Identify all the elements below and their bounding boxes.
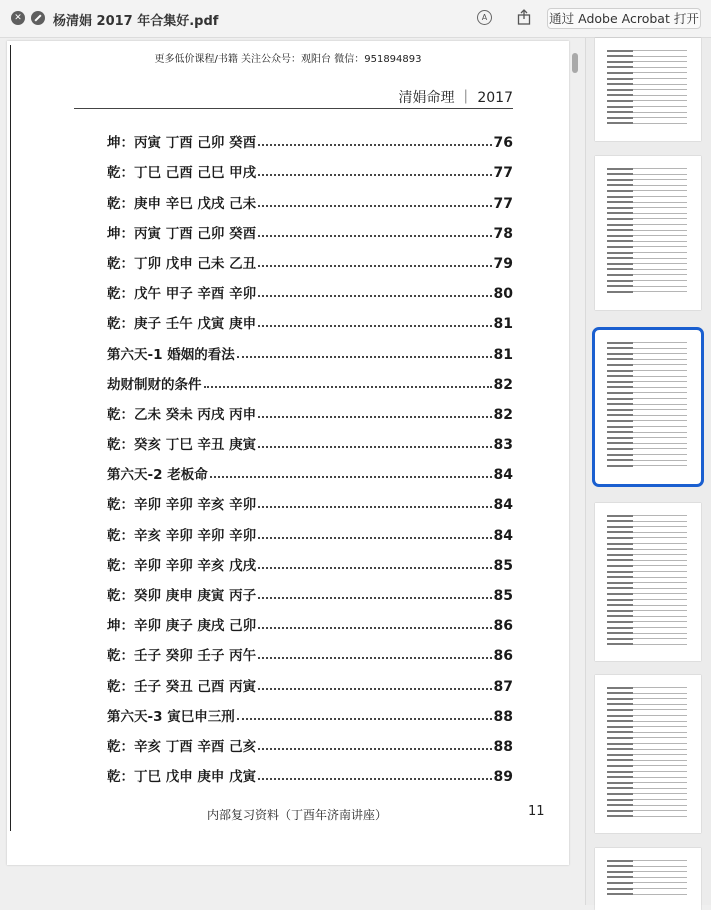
page-thumbnail[interactable] [595, 675, 701, 833]
page-header-title: 清娟命理 ｜ 2017 [398, 90, 513, 106]
thumbnail-text-line [607, 709, 633, 711]
thumbnail-text-line [607, 576, 633, 578]
pdf-page [7, 41, 569, 865]
toc-entry-label: 乾：辛卯 辛卯 辛亥 辛卯 [107, 497, 257, 514]
page-thumbnail[interactable] [595, 503, 701, 661]
toc-entry-label: 乾：辛亥 丁酉 辛酉 己亥 [107, 738, 257, 755]
thumbnail-text-line [607, 409, 633, 411]
toc-entry-page: 81 [493, 316, 513, 333]
toc-entry-label: 坤：丙寅 丁酉 己卯 癸酉 [107, 135, 257, 152]
toc-entry [107, 181, 513, 211]
thumbnail-text-line [607, 698, 633, 700]
thumbnail-text-line [607, 398, 633, 400]
thumbnail-text-line [607, 726, 633, 728]
thumbnail-text-line [607, 520, 633, 522]
toc-leader-dots [258, 567, 491, 569]
toc-entry-label: 第六天-1 婚姻的看法 [107, 346, 235, 363]
thumbnail-text-line [607, 212, 633, 214]
toc-entry [107, 151, 513, 181]
toc-entry [107, 363, 513, 393]
toc-entry-label: 坤：辛卯 庚子 庚戌 己卯 [107, 618, 257, 635]
thumbnail-text-line [607, 83, 633, 85]
toc-entry [107, 513, 513, 543]
toc-leader-dots [237, 718, 492, 720]
toc-entry [107, 423, 513, 453]
toc-entry-page: 81 [493, 346, 513, 363]
thumbnail-text-line [607, 184, 633, 186]
toc-leader-dots [258, 778, 491, 780]
thumbnail-text-line [607, 392, 633, 394]
thumbnail-text-line [607, 565, 633, 567]
thumbnail-text-line [607, 386, 633, 388]
toc-entry [107, 302, 513, 332]
toc-entry-label: 乾：辛亥 辛卯 辛卯 辛卯 [107, 527, 257, 544]
thumbnail-text-line [607, 865, 633, 867]
thumbnail-text-line [607, 692, 633, 694]
toc-entry [107, 664, 513, 694]
toc-leader-dots [258, 657, 491, 659]
thumbnail-text-line [607, 627, 633, 629]
toc-entry [107, 634, 513, 664]
toc-entry-label: 乾：庚子 壬午 戊寅 庚申 [107, 316, 257, 333]
thumbnail-text-line [607, 426, 633, 428]
toc-entry-page: 85 [493, 588, 513, 604]
thumbnail-text-line [607, 765, 633, 767]
thumbnail-text-line [607, 274, 633, 276]
thumbnail-text-line [607, 554, 633, 556]
thumbnail-text-line [607, 632, 633, 634]
toc-entry [107, 212, 513, 242]
toc-entry [107, 604, 513, 634]
toc-entry [107, 121, 513, 151]
thumbnail-text-line [607, 465, 633, 467]
share-icon[interactable] [515, 9, 533, 27]
thumbnail-text-line [607, 876, 633, 878]
toc-entry [107, 544, 513, 574]
toc-entry-label: 乾：丁卯 戊申 己未 乙丑 [107, 255, 257, 272]
thumbnail-text-line [607, 291, 633, 293]
thumbnail-text-line [607, 548, 633, 550]
toc-entry-page: 84 [493, 497, 513, 514]
thumbnail-text-line [607, 437, 633, 439]
toc-entry-page: 88 [493, 738, 513, 755]
toc-leader-dots [237, 356, 492, 358]
toc-entry-page: 78 [493, 225, 513, 242]
toc-leader-dots [258, 295, 491, 297]
toc-entry-label: 乾：壬子 癸卯 壬子 丙午 [107, 648, 257, 665]
toc-entry-page: 82 [493, 376, 513, 393]
toc-entry-label: 第六天-3 寅巳申三刑 [107, 708, 235, 725]
thumbnail-text-line [607, 268, 633, 270]
thumbnail-text-line [607, 257, 633, 259]
thumbnail-text-line [607, 106, 633, 108]
thumbnail-text-line [607, 364, 633, 366]
thumbnail-text-line [607, 218, 633, 220]
thumbnail-text-line [607, 782, 633, 784]
thumbnail-text-line [607, 687, 633, 689]
thumbnail-text-line [607, 743, 633, 745]
toc-leader-dots [258, 174, 491, 176]
thumbnail-text-line [607, 414, 633, 416]
toc-entry-label: 乾：辛卯 辛卯 辛亥 戊戌 [107, 557, 257, 574]
thumbnail-text-line [607, 207, 633, 209]
toc-entry-page: 88 [493, 708, 513, 725]
toc-entry [107, 725, 513, 755]
thumbnail-text-line [607, 342, 633, 344]
thumbnail-text-line [607, 643, 633, 645]
toc-entry [107, 483, 513, 513]
toc-entry-label: 坤：丙寅 丁酉 己卯 癸酉 [107, 225, 257, 242]
thumbnail-text-line [607, 381, 633, 383]
thumbnail-text-line [607, 771, 633, 773]
thumbnail-text-line [607, 263, 633, 265]
thumbnail-text-line [607, 431, 633, 433]
thumbnail-text-line [607, 122, 633, 124]
thumbnail-text-line [607, 610, 633, 612]
thumbnail-text-line [607, 72, 633, 74]
minimize-icon[interactable] [31, 11, 45, 25]
thumbnail-text-line [607, 61, 633, 63]
thumbnail-text-line [607, 196, 633, 198]
scrollbar[interactable] [572, 53, 578, 73]
toc-entry [107, 393, 513, 423]
thumbnail-text-line [607, 759, 633, 761]
thumbnail-text-line [607, 604, 633, 606]
open-in-acrobat-button[interactable]: 通过 Adobe Acrobat 打开 [547, 8, 701, 29]
toc-entry-page: 80 [493, 286, 513, 303]
thumbnail-text-line [607, 94, 633, 96]
thumbnail-text-line [607, 715, 633, 717]
thumbnail-text-line [607, 799, 633, 801]
thumbnail-text-line [607, 252, 633, 254]
thumbnail-text-line [607, 179, 633, 181]
thumbnail-text-line [607, 229, 633, 231]
thumbnail-text-line [607, 754, 633, 756]
toc-leader-dots [210, 476, 492, 478]
thumbnail-text-line [607, 240, 633, 242]
thumbnail-text-line [607, 78, 633, 80]
thumbnail-text-line [607, 459, 633, 461]
thumbnail-text-line [607, 190, 633, 192]
title-bar [0, 0, 711, 38]
thumbnail-text-line [607, 246, 633, 248]
thumbnail-text-line [607, 358, 633, 360]
markup-icon[interactable]: A [477, 10, 492, 25]
thumbnail-text-line [607, 285, 633, 287]
toc-entry-page: 77 [493, 195, 513, 212]
thumbnail-text-line [607, 531, 633, 533]
page-thumbnail[interactable] [595, 848, 701, 910]
document-viewer[interactable] [0, 38, 585, 905]
thumbnail-text-line [607, 543, 633, 545]
toc-leader-dots [258, 235, 491, 237]
toc-leader-dots [258, 205, 491, 207]
thumbnail-text-line [607, 280, 633, 282]
toc-leader-dots [258, 597, 491, 599]
toc-entry-label: 劫财制财的条件 [107, 376, 202, 393]
thumbnail-text-line [607, 100, 633, 102]
thumbnail-text-line [607, 737, 633, 739]
thumbnail-text-line [607, 370, 633, 372]
thumbnail-text-line [607, 582, 633, 584]
thumbnail-text-line [607, 454, 633, 456]
thumbnail-text-line [607, 599, 633, 601]
toc-entry-page: 79 [493, 255, 513, 272]
toc-leader-dots [258, 446, 491, 448]
thumbnail-sidebar[interactable] [585, 38, 711, 905]
toc-entry-page: 82 [493, 406, 513, 423]
toc-entry [107, 332, 513, 362]
page-number: 11 [528, 804, 545, 819]
thumbnail-text-line [607, 787, 633, 789]
promo-text: 更多低价课程/书籍 关注公众号：观阳台 微信：951894893 [154, 54, 422, 65]
toc-entry-label: 乾：壬子 癸丑 己酉 丙寅 [107, 678, 257, 695]
thumbnail-text-line [607, 638, 633, 640]
toc-leader-dots [258, 688, 491, 690]
thumbnail-text-line [607, 442, 633, 444]
toc-leader-dots [258, 537, 491, 539]
thumbnail-text-line [607, 793, 633, 795]
toc-entry-page: 87 [493, 678, 513, 695]
toc-entry-page: 89 [493, 769, 513, 786]
thumbnail-text-line [607, 89, 633, 91]
toc-entry-label: 乾：癸亥 丁巳 辛丑 庚寅 [107, 437, 257, 454]
thumbnail-text-line [607, 893, 633, 895]
toc-leader-dots [204, 386, 492, 388]
toc-entry [107, 453, 513, 483]
thumbnail-text-line [607, 168, 633, 170]
toc-leader-dots [258, 325, 491, 327]
thumbnail-text-line [607, 776, 633, 778]
toc-leader-dots [258, 144, 491, 146]
page-thumbnail-selected[interactable] [595, 330, 701, 484]
thumbnail-text-line [607, 804, 633, 806]
thumbnail-text-line [607, 66, 633, 68]
toc-entry-label: 乾：丁巳 己酉 己巳 甲戌 [107, 165, 257, 182]
toc-entry [107, 755, 513, 785]
toc-entry-page: 86 [493, 648, 513, 665]
thumbnail-text-line [607, 860, 633, 862]
page-thumbnail[interactable] [595, 38, 701, 141]
thumbnail-text-line [607, 515, 633, 517]
toc-entry-label: 第六天-2 老板命 [107, 467, 208, 484]
thumbnail-text-line [607, 50, 633, 52]
thumbnail-text-line [607, 615, 633, 617]
toc-entry-page: 84 [493, 467, 513, 484]
thumbnail-text-line [607, 526, 633, 528]
toc-leader-dots [258, 506, 491, 508]
toc-entry [107, 272, 513, 302]
toc-entry-label: 乾：癸卯 庚申 庚寅 丙子 [107, 588, 257, 604]
toc-entry [107, 242, 513, 272]
thumbnail-text-line [607, 593, 633, 595]
thumbnail-text-line [607, 111, 633, 113]
thumbnail-text-line [607, 871, 633, 873]
header-divider [74, 108, 513, 109]
thumbnail-text-line [607, 403, 633, 405]
toc-leader-dots [258, 416, 491, 418]
thumbnail-text-line [607, 117, 633, 119]
close-icon[interactable]: ✕ [11, 11, 25, 25]
toc-entry-page: 85 [493, 557, 513, 574]
toc-entry [107, 695, 513, 725]
thumbnail-text-line [607, 201, 633, 203]
toc-leader-dots [258, 748, 491, 750]
toc-entry-label: 乾：庚申 辛巳 戊戌 己未 [107, 195, 257, 212]
window-title: 杨清娟 2017 年合集好.pdf [53, 14, 219, 29]
thumbnail-text-line [607, 448, 633, 450]
toc-entry [107, 574, 513, 604]
thumbnail-text-line [607, 559, 633, 561]
toc-entry-label: 乾：丁巳 戊申 庚申 戊寅 [107, 769, 257, 786]
thumbnail-text-line [607, 810, 633, 812]
thumbnail-text-line [607, 353, 633, 355]
thumbnail-text-line [607, 537, 633, 539]
thumbnail-text-line [607, 587, 633, 589]
thumbnail-text-line [607, 420, 633, 422]
thumbnail-text-line [607, 748, 633, 750]
thumbnail-text-line [607, 703, 633, 705]
page-thumbnail[interactable] [595, 156, 701, 310]
thumbnail-text-line [607, 347, 633, 349]
page-edge-line [10, 45, 11, 831]
toc-entry-label: 乾：乙未 癸未 丙戌 丙申 [107, 406, 257, 423]
thumbnail-text-line [607, 224, 633, 226]
table-of-contents [107, 121, 513, 785]
thumbnail-text-line [607, 571, 633, 573]
toc-entry-label: 乾：戊午 甲子 辛酉 辛卯 [107, 286, 257, 303]
thumbnail-text-line [607, 375, 633, 377]
thumbnail-text-line [607, 173, 633, 175]
thumbnail-text-line [607, 235, 633, 237]
thumbnail-text-line [607, 888, 633, 890]
toc-entry-page: 77 [493, 165, 513, 182]
toc-entry-page: 84 [493, 527, 513, 544]
thumbnail-text-line [607, 731, 633, 733]
thumbnail-text-line [607, 55, 633, 57]
thumbnail-text-line [607, 882, 633, 884]
thumbnail-text-line [607, 621, 633, 623]
toc-leader-dots [258, 265, 491, 267]
page-footer-text: 内部复习资料（丁酉年济南讲座） [207, 808, 388, 822]
thumbnail-text-line [607, 720, 633, 722]
thumbnail-text-line [607, 815, 633, 817]
toc-entry-page: 76 [493, 135, 513, 152]
toc-leader-dots [258, 627, 491, 629]
toc-entry-page: 83 [493, 437, 513, 454]
toc-entry-page: 86 [493, 618, 513, 635]
